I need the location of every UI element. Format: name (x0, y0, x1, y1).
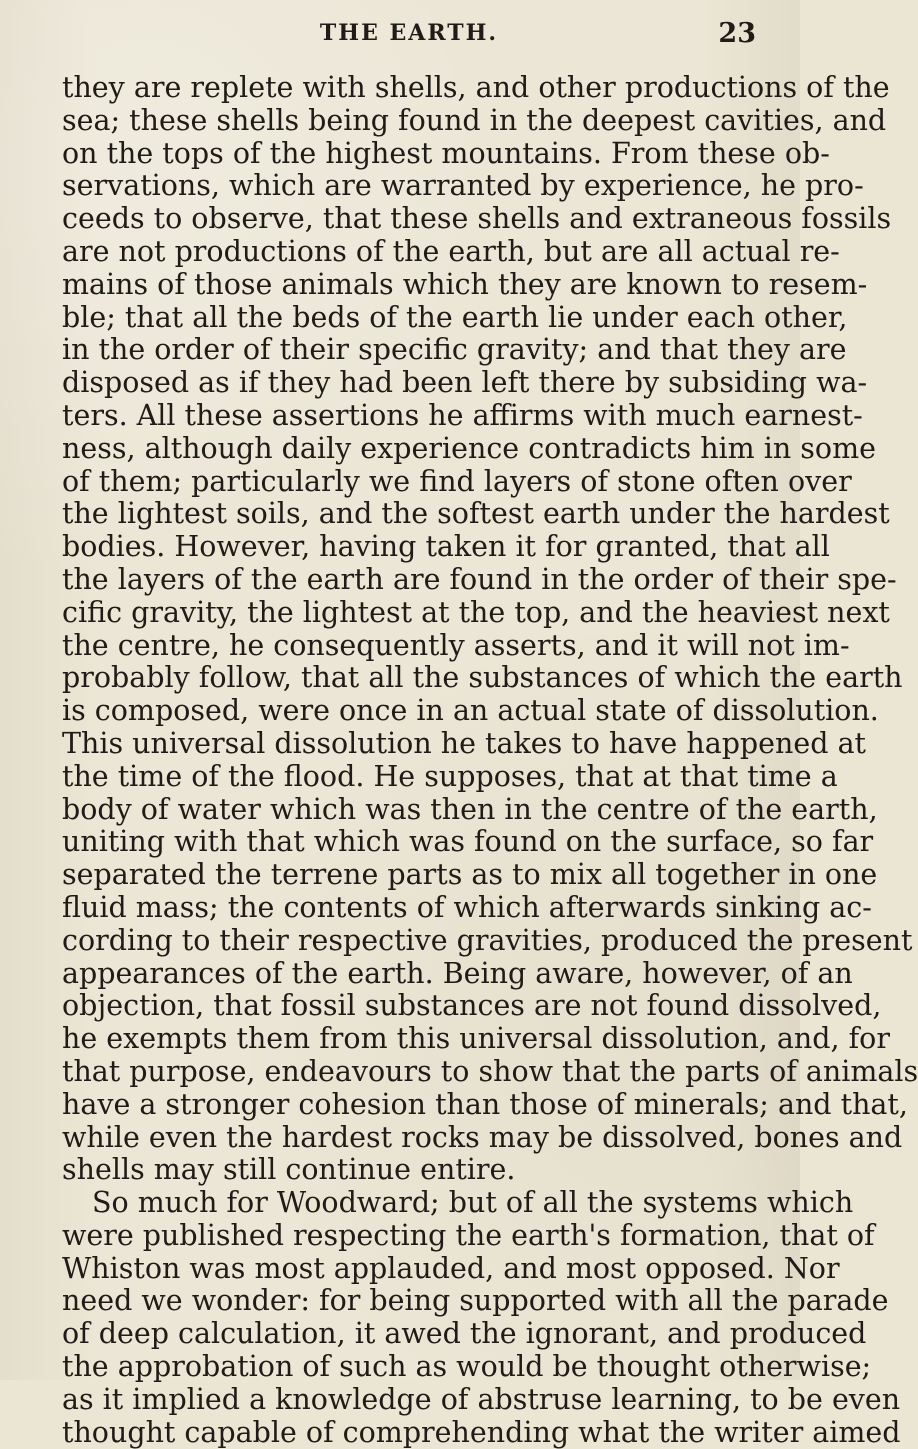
text-line: sea; these shells being found in the deepest cavities, and (62, 103, 887, 137)
text-line: This universal dissolution he takes to have happened at (62, 726, 867, 760)
text-line: ceeds to observe, that these shells and extraneous fossils (62, 202, 892, 236)
text-line: is composed, were once in an actual state of dissolution. (62, 694, 879, 728)
text-line: ness, although daily experience contradicts him in some (62, 431, 876, 465)
text-line: disposed as if they had been left there by subsiding wa- (62, 366, 868, 400)
text-line: the centre, he consequently asserts, and it will not im- (62, 628, 850, 662)
text-line: separated the terrene parts as to mix all together in one (62, 858, 878, 892)
text-line: the layers of the earth are found in the order of their spe- (62, 562, 897, 596)
text-line: So much for Woodward; but of all the systems which (92, 1186, 854, 1220)
text-line: they are replete with shells, and other productions of the (62, 71, 890, 104)
text-line: that purpose, endeavours to show that the parts of animals (62, 1054, 918, 1088)
text-line: he exempts them from this universal dissolution, and, for (62, 1022, 890, 1056)
running-head: THE EARTH. (319, 20, 499, 46)
text-line: cording to their respective gravities, produced the present (62, 923, 913, 957)
text-line: are not productions of the earth, but are all actual re- (62, 234, 840, 268)
page-header (62, 14, 756, 54)
text-line: the time of the flood. He supposes, that at that time a (62, 759, 838, 793)
text-line: while even the hardest rocks may be dissolved, bones and (62, 1120, 903, 1154)
text-line: bodies. However, having taken it for granted, that all (62, 530, 830, 564)
text-line: Whiston was most applauded, and most opposed. Nor (62, 1251, 840, 1285)
text-line: of deep calculation, it awed the ignorant, and produced (62, 1317, 867, 1351)
text-line: were published respecting the earth's formation, that of (62, 1218, 875, 1252)
page-body-text (62, 71, 918, 1449)
text-line: of them; particularly we find layers of stone often over (62, 464, 852, 498)
text-line: cific gravity, the lightest at the top, and the heaviest next (62, 595, 890, 629)
text-line: the lightest soils, and the softest earth under the hardest (62, 497, 890, 531)
text-line: probably follow, that all the substances of which the earth (62, 661, 903, 695)
text-line: have a stronger cohesion than those of minerals; and that, (62, 1087, 908, 1121)
text-line: uniting with that which was found on the surface, so far (62, 825, 874, 859)
text-line: the approbation of such as would be thought otherwise; (62, 1350, 872, 1384)
text-line: ters. All these assertions he affirms with much earnest- (62, 398, 863, 432)
text-line: body of water which was then in the centre of the earth, (62, 792, 878, 826)
text-line: ble; that all the beds of the earth lie under each other, (62, 300, 848, 334)
text-line: in the order of their specific gravity; and that they are (62, 333, 847, 367)
text-line: servations, which are warranted by experience, he pro- (62, 169, 864, 203)
text-line: as it implied a knowledge of abstruse learning, to be even (62, 1382, 901, 1416)
text-line: thought capable of comprehending what the writer aimed (62, 1415, 901, 1449)
text-line: shells may still continue entire. (62, 1153, 516, 1187)
text-line: need we wonder: for being supported with all the parade (62, 1284, 889, 1318)
page-number: 23 (718, 18, 756, 49)
text-line: on the tops of the highest mountains. From these ob- (62, 136, 830, 170)
text-line: objection, that fossil substances are not found dissolved, (62, 989, 882, 1023)
text-line: fluid mass; the contents of which afterwards sinking ac- (62, 890, 872, 924)
text-line: mains of those animals which they are known to resem- (62, 267, 868, 301)
text-line: appearances of the earth. Being aware, however, of an (62, 956, 853, 990)
